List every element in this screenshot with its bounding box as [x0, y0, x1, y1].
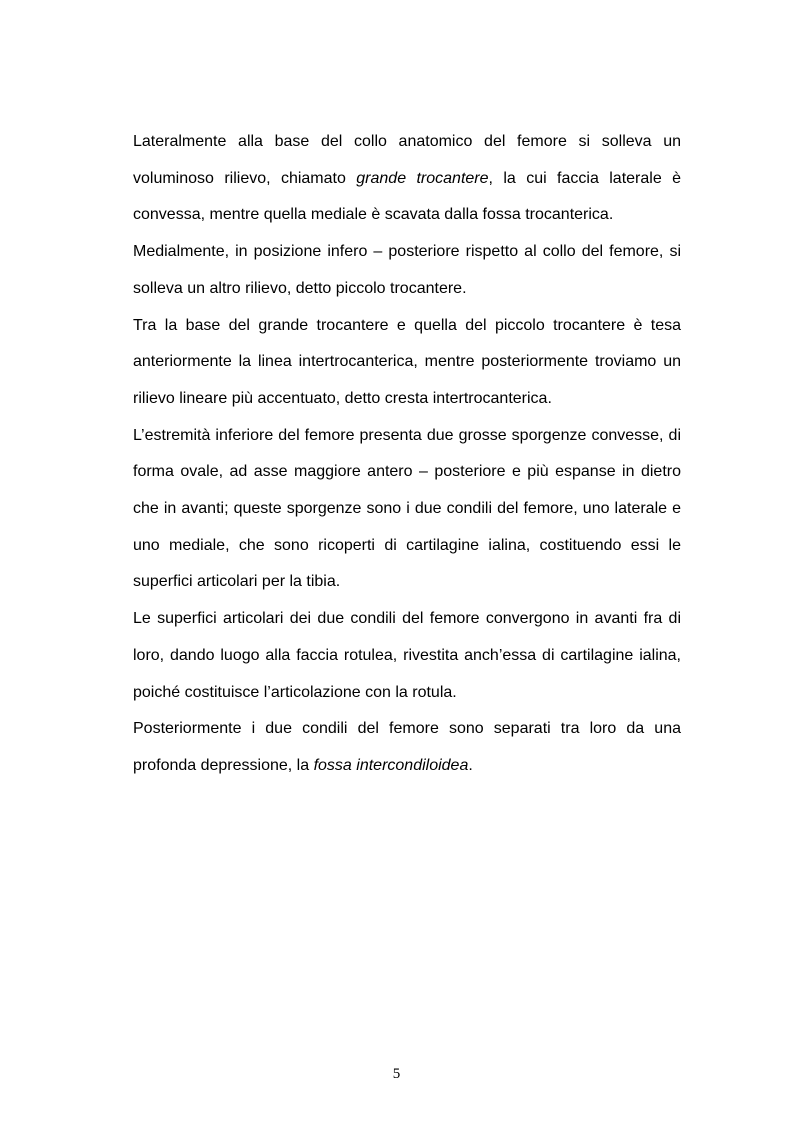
paragraph-text: .: [468, 756, 473, 774]
paragraph-piccolo-trocantere: Medialmente, in posizione infero – posteriore rispetto al collo del femore, si solleva un altro rilievo, detto piccolo trocantere.: [133, 243, 681, 297]
paragraph-faccia-rotulea: Le superfici articolari dei due condili del femore convergono in avanti fra di loro, dando luogo alla faccia rotulea, rivestita anch’essa di cartilagine ialina, poiché costituisce l’articolazione con la rotula.: [133, 610, 681, 701]
italic-term: grande trocantere: [356, 169, 489, 187]
page-number: 5: [392, 1066, 401, 1082]
paragraph-condili: L’estremità inferiore del femore presenta due grosse sporgenze convesse, di forma ovale, ad asse maggiore antero – posteriore e più espanse in dietro che in avanti; queste sporgenze sono i due condili del femore, uno laterale e uno mediale, che sono ricoperti di cartilagine ialina, costituendo essi le superfici articolari per la tibia.: [133, 426, 681, 591]
paragraph-text: Lateralmente alla base del collo anatomico del femore si solleva un voluminoso rilievo, chiamato: [133, 133, 681, 187]
paragraph-text: Posteriormente i due condili del femore sono separati tra loro da una profonda depressione, la: [133, 720, 681, 774]
page-body: [133, 124, 681, 785]
paragraph-linea-intertrocanterica: Tra la base del grande trocantere e quella del piccolo trocantere è tesa anteriormente la linea intertrocanterica, mentre posteriormente troviamo un rilievo lineare più accentuato, detto cresta intertrocanterica.: [133, 316, 681, 407]
paragraph-fossa-intercondiloidea: [133, 711, 681, 784]
paragraph-grande-trocantere: [133, 124, 681, 234]
paragraph-text: , la cui faccia laterale è convessa, mentre quella mediale è scavata dalla fossa trocanterica.: [133, 169, 682, 224]
italic-term: fossa intercondiloidea: [313, 756, 469, 774]
